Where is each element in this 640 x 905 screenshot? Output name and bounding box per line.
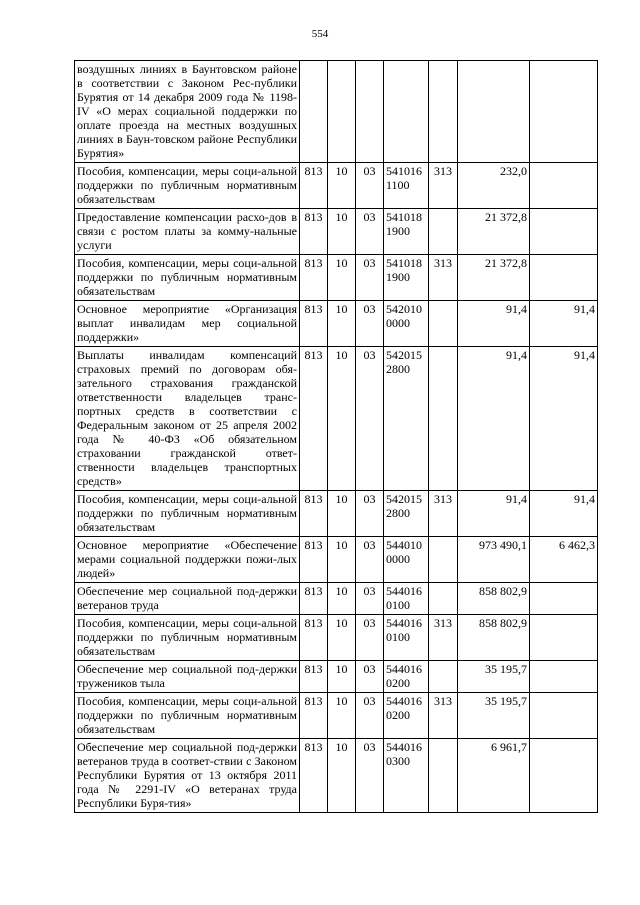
- row-description: Обеспечение мер социальной под-держки ветеранов труда в соответ-ствии с Законом Республики Бурятия от 13 октября 2011 года № 2291-IV «О ветеранах труда Республики Буря-тия»: [75, 739, 300, 813]
- row-target-code-line1: 541018: [386, 210, 422, 224]
- row-target-code-line1: 544010: [386, 538, 422, 552]
- row-target-code-line1: 542010: [386, 302, 422, 316]
- row-description: Пособия, компенсации, меры соци-альной поддержки по публичным нормативным обязательствам: [75, 491, 300, 537]
- row-section: 10: [328, 537, 356, 583]
- row-amount-federal: [530, 615, 598, 661]
- row-ministry: 813: [300, 615, 328, 661]
- row-amount: 21 372,8: [458, 255, 530, 301]
- row-amount: 6 961,7: [458, 739, 530, 813]
- row-target-code: [384, 491, 429, 537]
- row-ministry: 813: [300, 163, 328, 209]
- row-expense-type: [429, 583, 458, 615]
- row-amount: 91,4: [458, 491, 530, 537]
- row-target-code-line2: 0200: [386, 708, 410, 722]
- table-row: [75, 615, 598, 661]
- row-target-code-line1: 544016: [386, 616, 422, 630]
- row-amount: [458, 61, 530, 163]
- row-description: Пособия, компенсации, меры соци-альной поддержки по публичным нормативным обязательствам: [75, 693, 300, 739]
- row-ministry: 813: [300, 693, 328, 739]
- row-expense-type: 313: [429, 255, 458, 301]
- row-amount: 858 802,9: [458, 615, 530, 661]
- row-target-code: [384, 209, 429, 255]
- row-target-code: [384, 163, 429, 209]
- table-row: [75, 739, 598, 813]
- row-target-code-line1: 544016: [386, 694, 422, 708]
- row-description: Пособия, компенсации, меры соци-альной поддержки по публичным нормативным обязательствам: [75, 163, 300, 209]
- row-target-code-line2: 2800: [386, 362, 410, 376]
- row-amount: 35 195,7: [458, 661, 530, 693]
- row-description: Основное мероприятие «Организация выплат инвалидам мер социальной поддержки»: [75, 301, 300, 347]
- budget-table-body: [75, 61, 598, 813]
- row-section: 10: [328, 209, 356, 255]
- row-expense-type: 313: [429, 491, 458, 537]
- row-target-code: [384, 255, 429, 301]
- row-section: 10: [328, 693, 356, 739]
- row-subsection: 03: [356, 739, 384, 813]
- row-target-code-line1: 542015: [386, 348, 422, 362]
- row-expense-type: [429, 347, 458, 491]
- row-section: 10: [328, 615, 356, 661]
- row-amount-federal: [530, 163, 598, 209]
- row-subsection: 03: [356, 209, 384, 255]
- row-subsection: 03: [356, 583, 384, 615]
- row-subsection: 03: [356, 615, 384, 661]
- row-description: Обеспечение мер социальной под-держки тружеников тыла: [75, 661, 300, 693]
- row-description: Пособия, компенсации, меры соци-альной поддержки по публичным нормативным обязательствам: [75, 255, 300, 301]
- row-expense-type: 313: [429, 615, 458, 661]
- row-amount-federal: 91,4: [530, 491, 598, 537]
- table-row: [75, 583, 598, 615]
- row-amount-federal: 91,4: [530, 301, 598, 347]
- row-amount-federal: 6 462,3: [530, 537, 598, 583]
- row-target-code-line2: 1900: [386, 224, 410, 238]
- row-amount-federal: [530, 255, 598, 301]
- row-expense-type: [429, 537, 458, 583]
- row-section: 10: [328, 583, 356, 615]
- table-row: [75, 255, 598, 301]
- row-target-code: [384, 537, 429, 583]
- row-target-code-line2: 0000: [386, 316, 410, 330]
- row-amount-federal: 91,4: [530, 347, 598, 491]
- row-ministry: 813: [300, 209, 328, 255]
- row-amount-federal: [530, 661, 598, 693]
- row-description: Пособия, компенсации, меры соци-альной поддержки по публичным нормативным обязательствам: [75, 615, 300, 661]
- row-amount-federal: [530, 693, 598, 739]
- row-target-code-line1: 541018: [386, 256, 422, 270]
- row-amount-federal: [530, 739, 598, 813]
- page-number: 554: [311, 28, 329, 40]
- row-expense-type: [429, 301, 458, 347]
- row-target-code: [384, 301, 429, 347]
- row-amount: 21 372,8: [458, 209, 530, 255]
- row-section: 10: [328, 661, 356, 693]
- row-section: 10: [328, 163, 356, 209]
- row-ministry: 813: [300, 301, 328, 347]
- row-subsection: 03: [356, 347, 384, 491]
- row-target-code-line2: 0100: [386, 598, 410, 612]
- row-target-code-line2: 0200: [386, 676, 410, 690]
- row-ministry: 813: [300, 661, 328, 693]
- row-amount-federal: [530, 61, 598, 163]
- row-target-code-line2: 2800: [386, 506, 410, 520]
- table-row: [75, 301, 598, 347]
- table-row: [75, 347, 598, 491]
- row-section: 10: [328, 347, 356, 491]
- budget-table: [74, 60, 598, 813]
- table-row: [75, 537, 598, 583]
- row-expense-type: [429, 739, 458, 813]
- row-section: [328, 61, 356, 163]
- table-row: [75, 693, 598, 739]
- row-ministry: 813: [300, 491, 328, 537]
- row-ministry: 813: [300, 583, 328, 615]
- row-section: 10: [328, 255, 356, 301]
- row-amount-federal: [530, 583, 598, 615]
- row-ministry: [300, 61, 328, 163]
- row-target-code: [384, 693, 429, 739]
- row-target-code-line2: 0100: [386, 630, 410, 644]
- row-description: Предоставление компенсации расхо-дов в связи с ростом платы за комму-нальные услуги: [75, 209, 300, 255]
- row-subsection: 03: [356, 301, 384, 347]
- table-row: [75, 163, 598, 209]
- row-description: Основное мероприятие «Обеспечение мерами социальной поддержки пожи-лых людей»: [75, 537, 300, 583]
- row-amount: 232,0: [458, 163, 530, 209]
- row-section: 10: [328, 301, 356, 347]
- row-target-code: [384, 661, 429, 693]
- row-target-code: [384, 347, 429, 491]
- row-subsection: 03: [356, 693, 384, 739]
- row-subsection: [356, 61, 384, 163]
- row-target-code-line2: 1900: [386, 270, 410, 284]
- table-row: [75, 61, 598, 163]
- row-target-code-line2: 1100: [386, 178, 410, 192]
- row-target-code-line2: 0300: [386, 754, 410, 768]
- row-ministry: 813: [300, 255, 328, 301]
- table-row: [75, 661, 598, 693]
- row-subsection: 03: [356, 163, 384, 209]
- row-subsection: 03: [356, 255, 384, 301]
- row-amount: 91,4: [458, 301, 530, 347]
- row-target-code-line1: 544016: [386, 584, 422, 598]
- row-target-code-line2: 0000: [386, 552, 410, 566]
- row-target-code-line1: 542015: [386, 492, 422, 506]
- row-description: воздушных линиях в Баунтовском районе в соответствии с Законом Рес-публики Бурятия от 14 декабря 2009 года № 1198-IV «О мерах социальной поддержки по оплате проезда на местных воздушных линиях в Баун-товском районе Республики Бурятия»: [75, 61, 300, 163]
- row-ministry: 813: [300, 347, 328, 491]
- row-amount: 35 195,7: [458, 693, 530, 739]
- row-expense-type: 313: [429, 163, 458, 209]
- row-expense-type: [429, 209, 458, 255]
- row-target-code: [384, 615, 429, 661]
- row-section: 10: [328, 491, 356, 537]
- row-subsection: 03: [356, 661, 384, 693]
- row-target-code-line1: 544016: [386, 662, 422, 676]
- row-subsection: 03: [356, 491, 384, 537]
- row-expense-type: [429, 61, 458, 163]
- row-expense-type: 313: [429, 693, 458, 739]
- row-amount: 858 802,9: [458, 583, 530, 615]
- row-target-code: [384, 61, 429, 163]
- row-ministry: 813: [300, 537, 328, 583]
- row-ministry: 813: [300, 739, 328, 813]
- row-description: Обеспечение мер социальной под-держки ветеранов труда: [75, 583, 300, 615]
- row-subsection: 03: [356, 537, 384, 583]
- row-amount: 973 490,1: [458, 537, 530, 583]
- row-target-code-line1: 541016: [386, 164, 422, 178]
- row-target-code: [384, 739, 429, 813]
- row-section: 10: [328, 739, 356, 813]
- row-amount: 91,4: [458, 347, 530, 491]
- row-target-code: [384, 583, 429, 615]
- row-expense-type: [429, 661, 458, 693]
- row-amount-federal: [530, 209, 598, 255]
- table-row: [75, 209, 598, 255]
- table-row: [75, 491, 598, 537]
- row-target-code-line1: 544016: [386, 740, 422, 754]
- row-description: Выплаты инвалидам компенсаций страховых премий по договорам обя-зательного страхования гражданской ответственности владельцев транс-портных средств в соответствии с Федеральным законом от 25 апреля 2002 года № 40-ФЗ «Об обязательном страховании гражданской ответ-ственности владельцев транспортных средств»: [75, 347, 300, 491]
